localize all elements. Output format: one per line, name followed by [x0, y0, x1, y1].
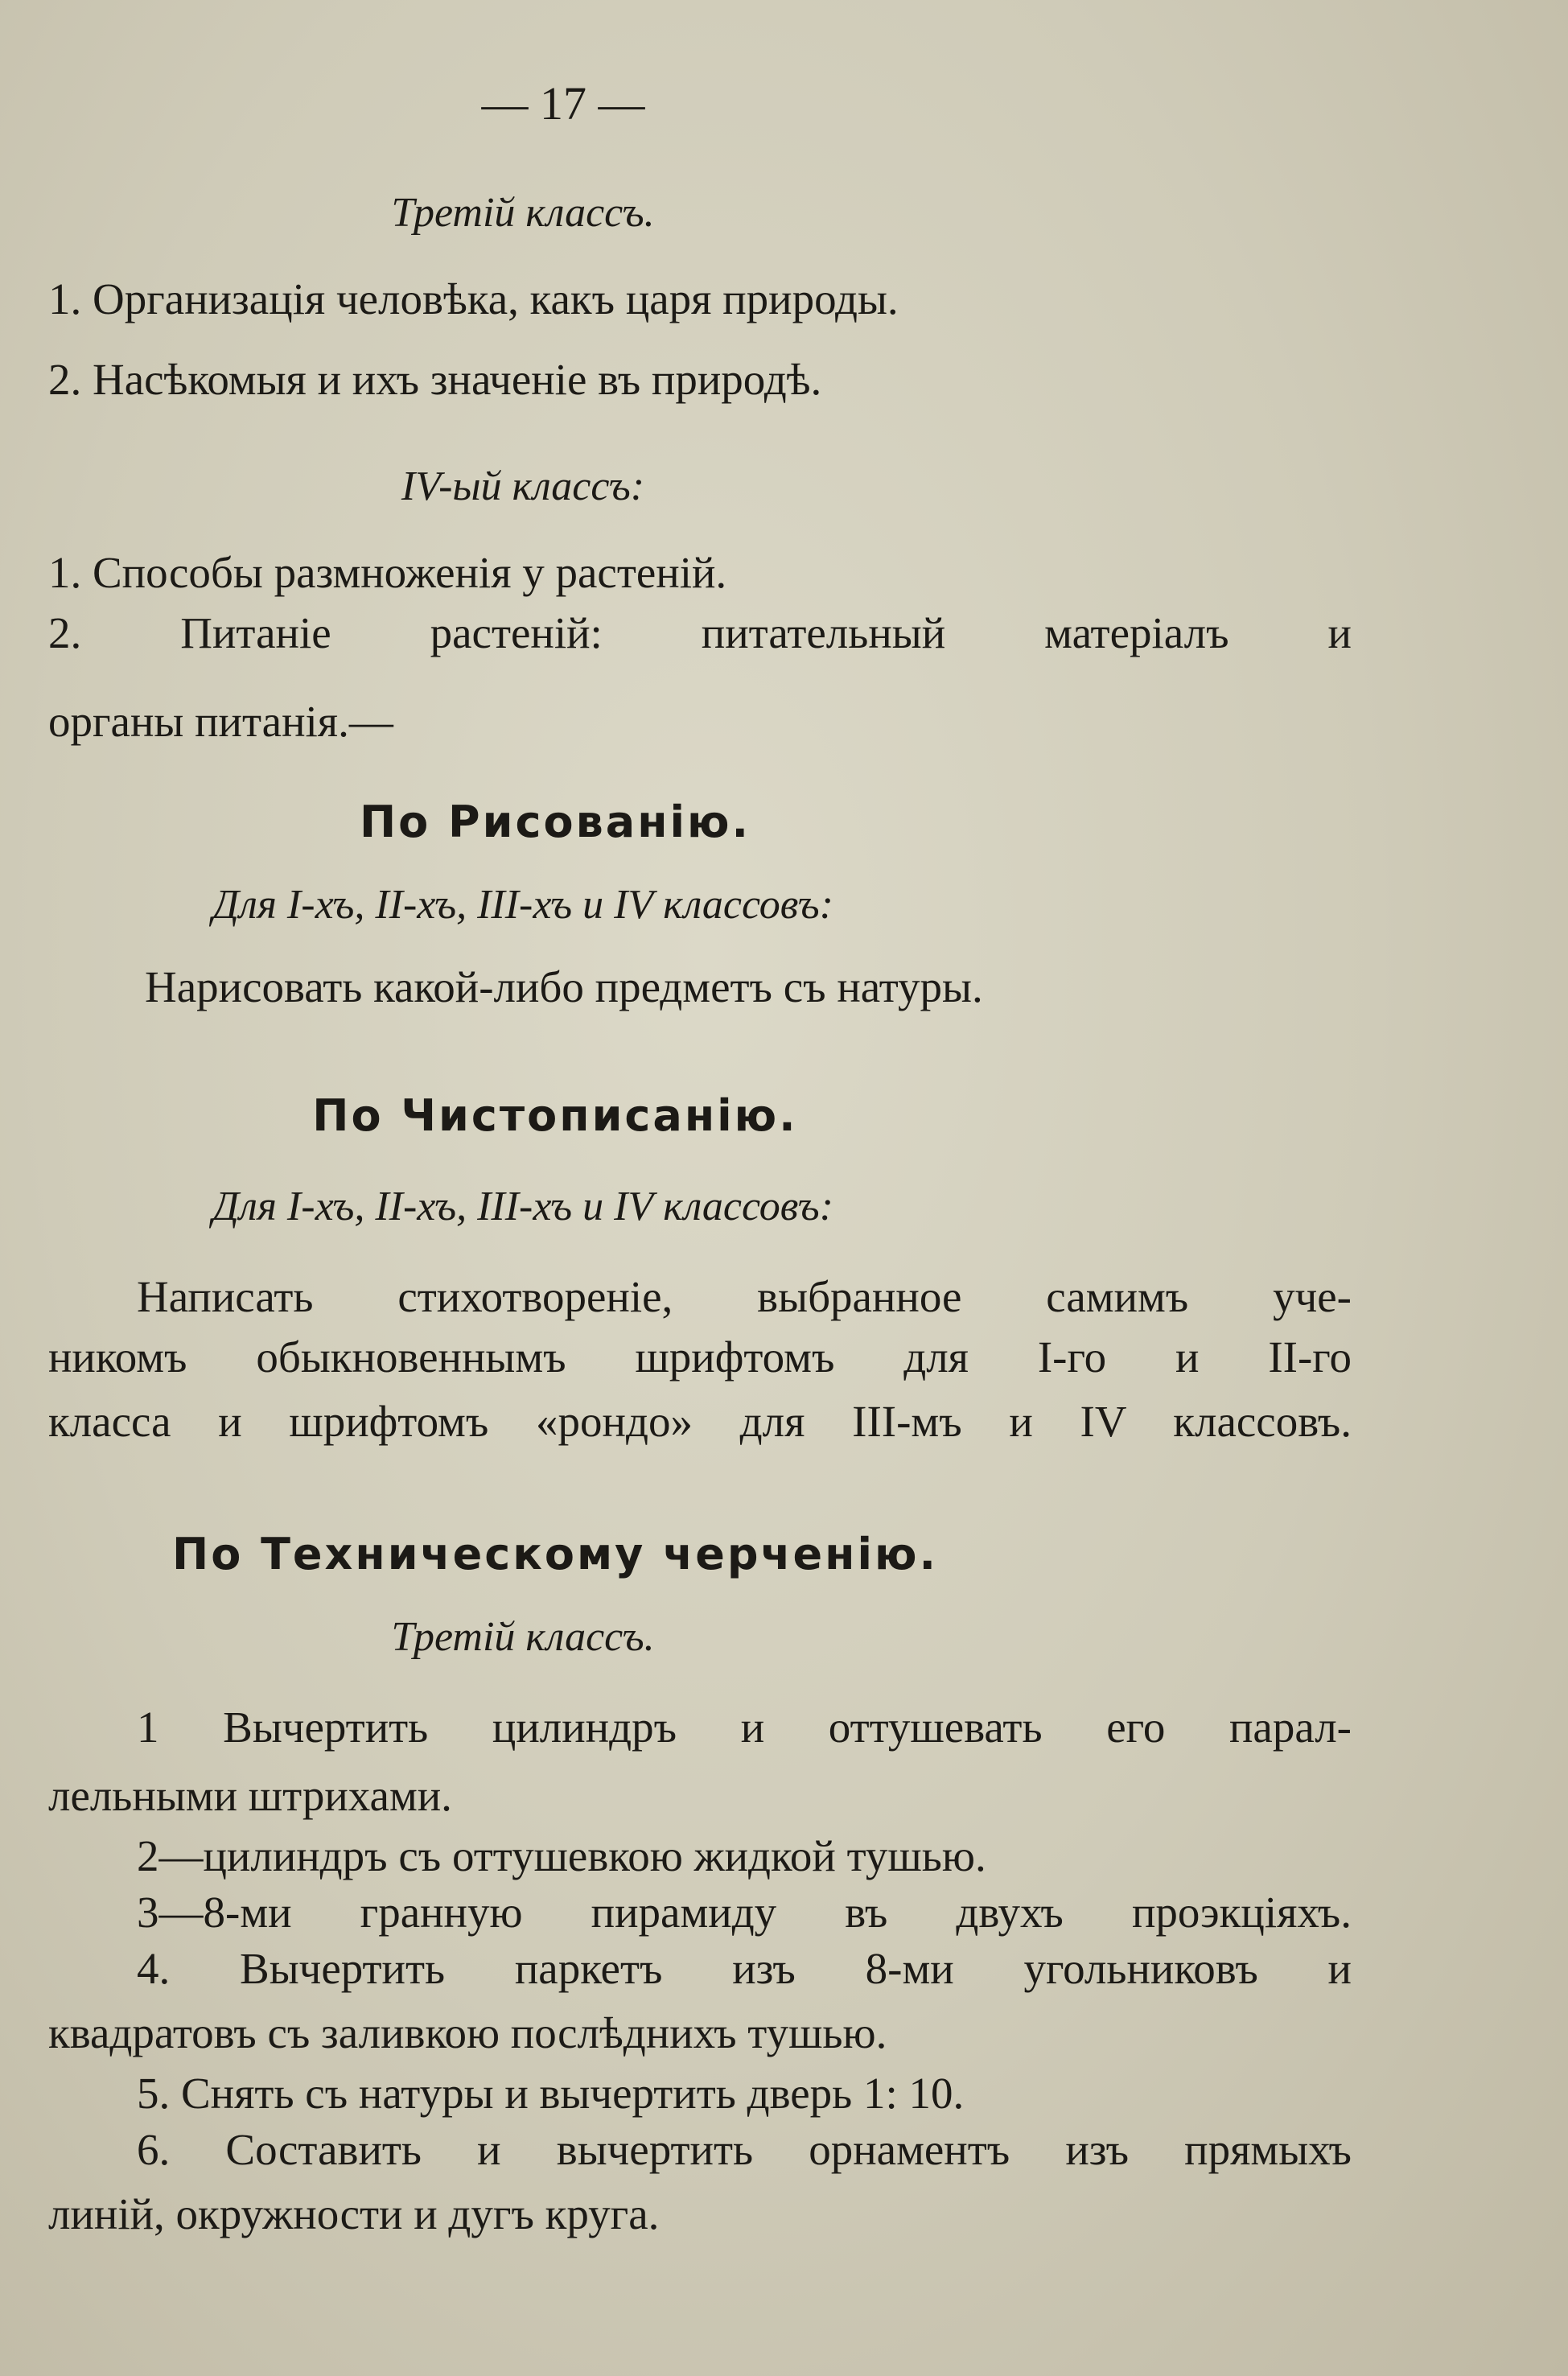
technical-line: 4. Вычертить паркетъ изъ 8-ми угольниковъ и: [137, 1944, 1352, 1993]
page-number: — 17 —: [481, 77, 645, 130]
calligraphy-line: Написать стихотвореніе, выбранное самимъ уче-: [137, 1272, 1352, 1321]
list-item: 2. Насѣкомыя и ихъ значеніе въ природѣ.: [48, 355, 822, 404]
technical-line: 6. Составить и вычертить орнаментъ изъ прямыхъ: [137, 2125, 1352, 2174]
drawing-heading: По Рисованію.: [359, 797, 751, 847]
drawing-subtitle: Для I-хъ, II-хъ, III-хъ и IV классовъ:: [212, 882, 833, 928]
list-item: 1. Организація человѣка, какъ царя природы.: [48, 274, 899, 323]
technical-drawing-heading: По Техническому черченію.: [172, 1529, 938, 1579]
technical-line: 3—8-ми гранную пирамиду въ двухъ проэкціяхъ.: [137, 1888, 1352, 1937]
list-item: 1. Способы размноженія у растеній.: [48, 548, 727, 597]
technical-line: линій, окружности и дугъ круга.: [48, 2189, 660, 2238]
section-heading-fourth-class: IV-ый классъ:: [401, 463, 645, 509]
section-heading-third-class: Третій классъ.: [391, 190, 655, 236]
calligraphy-line: никомъ обыкновеннымъ шрифтомъ для I-го и II-го: [48, 1332, 1352, 1382]
calligraphy-subtitle: Для I-хъ, II-хъ, III-хъ и IV классовъ:: [212, 1184, 833, 1229]
technical-subtitle: Третій классъ.: [391, 1614, 655, 1660]
calligraphy-heading: По Чистописанію.: [312, 1090, 798, 1141]
list-item: 2. Питаніе растеній: питательный матеріалъ и: [48, 608, 1352, 657]
calligraphy-line: класса и шрифтомъ «рондо» для III-мъ и IV классовъ.: [48, 1397, 1352, 1446]
technical-line: лельными штрихами.: [48, 1771, 452, 1820]
technical-line: 5. Снять съ натуры и вычертить дверь 1: 10.: [137, 2069, 965, 2118]
drawing-text: Нарисовать какой-либо предметъ съ натуры.: [145, 962, 983, 1011]
technical-line: 1 Вычертить цилиндръ и оттушевать его парал-: [137, 1703, 1352, 1752]
list-item-continuation: органы питанія.—: [48, 697, 393, 746]
technical-line: квадратовъ съ заливкою послѣднихъ тушью.: [48, 2008, 887, 2057]
technical-line: 2—цилиндръ съ оттушевкою жидкой тушью.: [137, 1831, 986, 1880]
